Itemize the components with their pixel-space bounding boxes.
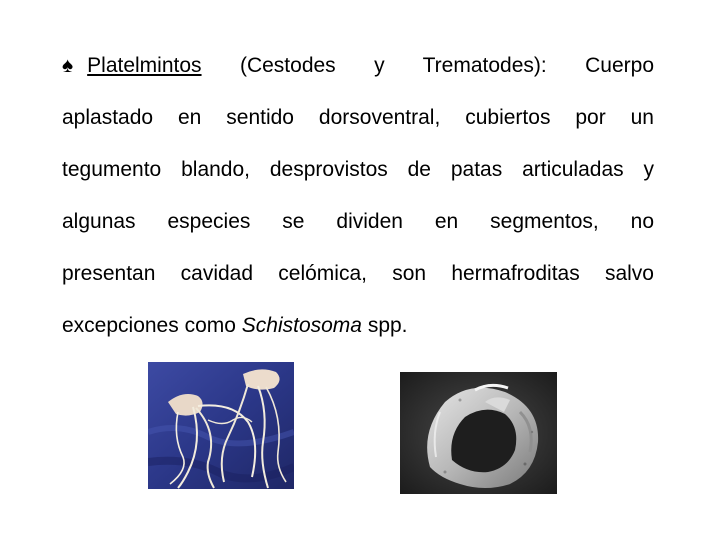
text-line-1 [62, 40, 654, 92]
spade-bullet-icon: ♠ [62, 54, 74, 77]
text-line-6-pre: excepciones como [62, 314, 242, 337]
text-line-6-post: spp. [361, 314, 408, 337]
trematode-micrograph [400, 372, 557, 494]
text-line-1-rest: (Cestodes y Trematodes): Cuerpo [239, 54, 654, 77]
slide-body-text [62, 40, 654, 352]
text-line-6 [62, 300, 654, 352]
text-line-4: algunas especies se dividen en segmentos, no [62, 210, 654, 233]
text-line-5: presentan cavidad celómica, son hermafroditas salvo [62, 262, 654, 285]
text-line-3: tegumento blando, desprovistos de patas articuladas y [62, 158, 654, 181]
tapeworm-photo [148, 362, 294, 489]
genus-schistosoma: Schistosoma [241, 314, 362, 337]
term-platelmintos: Platelmintos [87, 54, 202, 77]
text-line-2: aplastado en sentido dorsoventral, cubiertos por un [62, 106, 654, 129]
